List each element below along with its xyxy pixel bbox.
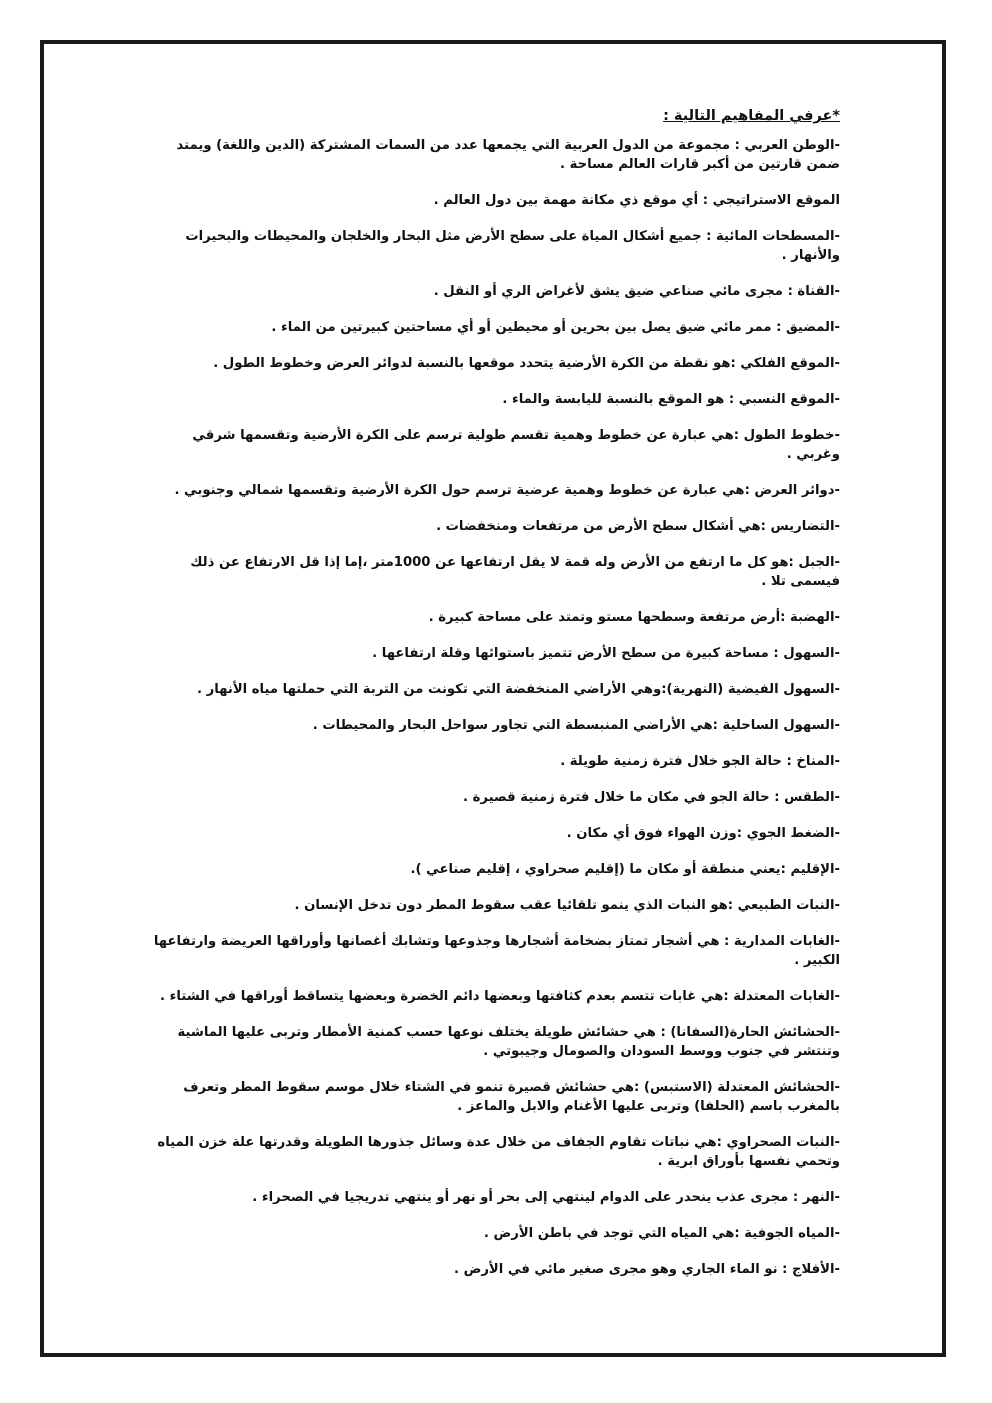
- definition-item: -الطقس : حالة الجو في مكان ما خلال فترة زمنية قصيرة .: [463, 790, 840, 805]
- section-heading: *عرفي المفاهيم التالية :: [663, 108, 840, 124]
- document-body: [148, 106, 840, 1296]
- definition-item: -التضاريس :هي أشكال سطح الأرض من مرتفعات ومنخفضات .: [436, 519, 840, 534]
- definition-item: -الموقع النسبي : هو الموقع بالنسبة لليابسة والماء .: [502, 392, 840, 407]
- definition-item: -المناخ : حالة الجو خلال فترة زمنية طويلة .: [560, 754, 840, 769]
- definition-item: -الضغط الجوي :وزن الهواء فوق أي مكان .: [566, 826, 840, 841]
- definition-item: -النهر : مجرى عذب ينحدر على الدوام لينتهي إلى بحر أو نهر أو ينتهي تدريجيا في الصحراء .: [252, 1190, 840, 1205]
- definition-item: -المسطحات المائية : جميع أشكال المياة على سطح الأرض مثل البحار والخلجان والمحيطات والبحيرات والأنهار .: [185, 229, 840, 263]
- definition-item: الموقع الاستراتيجي : أي موقع ذي مكانة مهمة بين دول العالم .: [433, 193, 840, 208]
- definition-item: -المضيق : ممر مائي ضيق يصل بين بحرين أو محيطين أو أي مساحتين كبيرتين من الماء .: [271, 320, 840, 335]
- definition-item: -الغابات المعتدلة :هي غابات تتسم بعدم كثافتها وبعضها دائم الخضرة وبعضها يتساقط أوراقها في الشتاء .: [160, 989, 840, 1004]
- definition-item: -الغابات المدارية : هي أشجار تمتاز بضخامة أشجارها وجذوعها وتشابك أغصانها وأوراقها العريضة وارتفاعها الكبير .: [153, 934, 840, 968]
- definition-item: -الموقع الفلكي :هو نقطة من الكرة الأرضية يتحدد موقعها بالنسبة لدوائر العرض وخطوط الطول .: [213, 356, 840, 371]
- definition-item: -المياه الجوفية :هي المياه التي توجد في باطن الأرض .: [483, 1226, 840, 1241]
- definition-item: -السهول : مساحة كبيرة من سطح الأرض تتميز باستوائها وقلة ارتفاعها .: [372, 646, 840, 661]
- definition-item: -السهول الساحلية :هي الأراضي المنبسطة التي تجاور سواحل البحار والمحيطات .: [312, 718, 840, 733]
- definition-item: -خطوط الطول :هي عبارة عن خطوط وهمية تقسم طولية ترسم على الكرة الأرضية وتقسمها شرقي وغربي .: [192, 428, 840, 462]
- definition-item: -الحشائش الحارة(السفانا) : هي حشائش طويلة يختلف نوعها حسب كمنية الأمطار وتربى عليها الماشية وتنتشر في جنوب ووسط السودان والصومال وجيبوتي .: [177, 1025, 840, 1059]
- definitions-list: [148, 136, 840, 1279]
- definition-item: -دوائر العرض :هي عبارة عن خطوط وهمية عرضية ترسم حول الكرة الأرضية وتقسمها شمالي وجنوبي .: [174, 483, 840, 498]
- definition-item: -النبات الطبيعي :هو النبات الذي ينمو تلقائيا عقب سقوط المطر دون تدخل الإنسان .: [294, 898, 840, 913]
- definition-item: -الهضبة :أرض مرتفعة وسطحها مستو وتمتد على مساحة كبيرة .: [428, 610, 840, 625]
- definition-item: -الأفلاج : نو الماء الجاري وهو مجرى صغير مائي في الأرض .: [454, 1262, 840, 1277]
- definition-item: -النبات الصحراوي :هي نباتات تقاوم الجفاف من خلال عدة وسائل جذورها الطويلة وقدرتها علة خزن المياه وتحمي نفسها بأوراق ابرية .: [157, 1135, 840, 1169]
- definition-item: -الوطن العربي : مجموعة من الدول العربية التي يجمعها عدد من السمات المشتركة (الدين واللغة) ويمتد ضمن قارتين من أكبر قارات العالم مساحة .: [176, 138, 840, 172]
- definition-item: -الحشائش المعتدلة (الاستبس) :هي حشائش قصيرة تنمو في الشتاء خلال موسم سقوط المطر وتعرف بالمغرب باسم (الحلفا) وتربى عليها الأغنام والابل والماعز .: [183, 1080, 840, 1114]
- definition-item: -السهول الفيضية (النهرية):وهي الأراضي المنخفضة التي تكونت من التربة التي حملتها مياه الأنهار .: [197, 682, 840, 697]
- definition-item: -الجبل :هو كل ما ارتفع من الأرض وله قمة لا يقل ارتفاعها عن 1000متر ،إما إذا قل الارتفاع عن ذلك فيسمى تلا .: [190, 555, 840, 589]
- definition-item: -القناة : مجرى مائي صناعي ضيق يشق لأغراض الري أو النقل .: [433, 284, 840, 299]
- definition-item: -الإقليم :يعني منطقة أو مكان ما (إقليم صحراوي ، إقليم صناعي ).: [410, 862, 840, 877]
